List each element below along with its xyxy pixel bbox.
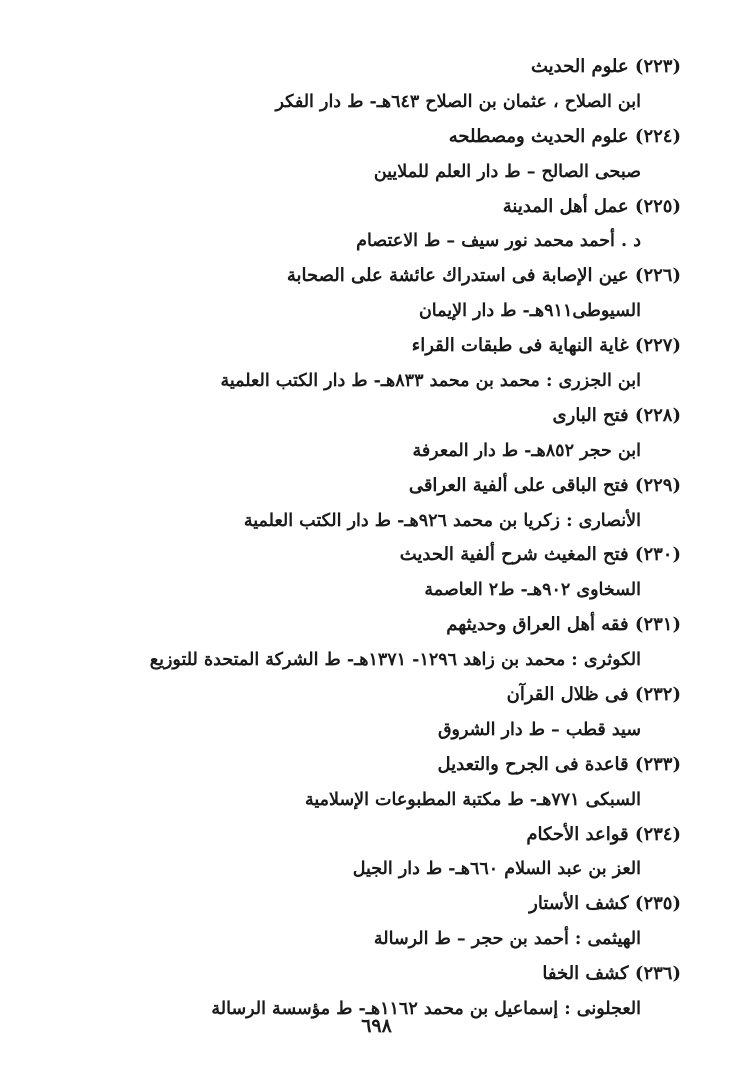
- bibliography-entry: [61, 120, 681, 190]
- entry-author: ابن الصلاح ، عثمان بن الصلاح ٦٤٣هـ- ط دار الفكر: [275, 91, 641, 112]
- entry-title-line: [61, 748, 681, 783]
- entry-title: عمل أهل المدينة: [502, 195, 629, 217]
- entry-number: (٢٣٠): [634, 544, 681, 566]
- entry-title-line: [61, 887, 681, 922]
- entry-title: قواعد الأحكام: [526, 823, 629, 845]
- bibliography-entry: [61, 50, 681, 120]
- bibliography-entry: [61, 608, 681, 678]
- entry-author: ابن الجزرى : محمد بن محمد ٨٣٣هـ- ط دار الكتب العلمية: [220, 371, 641, 392]
- entry-author: ابن حجر ٨٥٢هـ- ط دار المعرفة: [412, 440, 641, 461]
- bibliography-entry: [61, 748, 681, 818]
- page-number: ٦٩٨: [361, 1015, 392, 1037]
- entry-title: فتح البارى: [552, 404, 629, 426]
- entry-number: (٢٣٢): [634, 684, 681, 706]
- entry-title: فقه أهل العراق وحديثهم: [446, 614, 629, 636]
- entry-title-line: [61, 678, 681, 713]
- entry-title-line: [61, 818, 681, 853]
- bibliography-entry: [61, 329, 681, 399]
- entry-title-line: [61, 190, 681, 225]
- entry-author: السيوطى٩١١هـ- ط دار الإيمان: [418, 301, 641, 322]
- bibliography-entry: [61, 469, 681, 539]
- entry-author: الهيثمى : أحمد بن حجر – ط الرسالة: [373, 929, 641, 950]
- entry-title: علوم الحديث ومصطلحه: [448, 125, 629, 147]
- entry-title: كشف الأستار: [529, 893, 629, 915]
- entry-number: (٢٣٥): [634, 893, 681, 915]
- entry-author: السبكى ٧٧١هـ- ط مكتبة المطبوعات الإسلامية: [304, 789, 641, 810]
- entry-title: كشف الخفا: [542, 963, 629, 985]
- entry-title: عين الإصابة فى استدراك عائشة على الصحابة: [286, 265, 629, 287]
- entry-title: قاعدة فى الجرح والتعديل: [437, 753, 629, 775]
- entry-author: العز بن عبد السلام ٦٦٠هـ- ط دار الجيل: [352, 859, 641, 880]
- entry-number: (٢٢٩): [634, 474, 681, 496]
- bibliography-entry: [61, 399, 681, 469]
- entry-author: صبحى الصالح – ط دار العلم للملايين: [373, 161, 641, 182]
- bibliography-entry: [61, 678, 681, 748]
- entry-title: فتح المغيث شرح ألفية الحديث: [399, 544, 629, 566]
- entry-number: (٢٢٥): [634, 195, 681, 217]
- entry-author: العجلونى : إسماعيل بن محمد ١١٦٢هـ- ط مؤسسة الرسالة: [211, 999, 641, 1020]
- entry-title-line: [61, 120, 681, 155]
- entry-title-line: [61, 538, 681, 573]
- entry-title: غاية النهاية فى طبقات القراء: [411, 335, 629, 357]
- entry-title-line: [61, 329, 681, 364]
- entry-title-line: [61, 608, 681, 643]
- entry-author: سيد قطب – ط دار الشروق: [437, 719, 641, 740]
- bibliography-entry: [61, 818, 681, 888]
- bibliography-entry: [61, 190, 681, 260]
- bibliography-entry: [61, 538, 681, 608]
- entry-author: الأنصارى : زكريا بن محمد ٩٢٦هـ- ط دار الكتب العلمية: [243, 510, 641, 531]
- entry-number: (٢٢٤): [634, 125, 681, 147]
- bibliography-list: [61, 50, 681, 1027]
- bibliography-entry: [61, 259, 681, 329]
- entry-title: علوم الحديث: [530, 56, 629, 77]
- entry-title: فتح الباقى على ألفية العراقى: [408, 474, 629, 496]
- entry-number: (٢٣٦): [634, 963, 681, 985]
- entry-number: (٢٢٧): [634, 335, 681, 357]
- bibliography-entry: [61, 887, 681, 957]
- entry-number: (٢٣٣): [634, 753, 681, 775]
- entry-author: السخاوى ٩٠٢هـ- ط٢ العاصمة: [424, 580, 641, 601]
- entry-author: الكوثرى : محمد بن زاهد ١٢٩٦- ١٣٧١هـ- ط الشركة المتحدة للتوزيع: [149, 650, 641, 671]
- entry-number: (٢٢٣): [634, 56, 681, 77]
- entry-title: فى ظلال القرآن: [506, 684, 629, 706]
- entry-author: د . أحمد محمد نور سيف – ط الاعتصام: [356, 231, 641, 252]
- entry-number: (٢٢٦): [634, 265, 681, 287]
- entry-number: (٢٢٨): [634, 404, 681, 426]
- entry-number: (٢٣٤): [634, 823, 681, 845]
- entry-title-line: [61, 399, 681, 434]
- entry-title-line: [61, 469, 681, 504]
- entry-title-line: [61, 957, 681, 992]
- entry-title-line: [61, 259, 681, 294]
- entry-title-line: [61, 50, 681, 85]
- entry-number: (٢٣١): [634, 614, 681, 636]
